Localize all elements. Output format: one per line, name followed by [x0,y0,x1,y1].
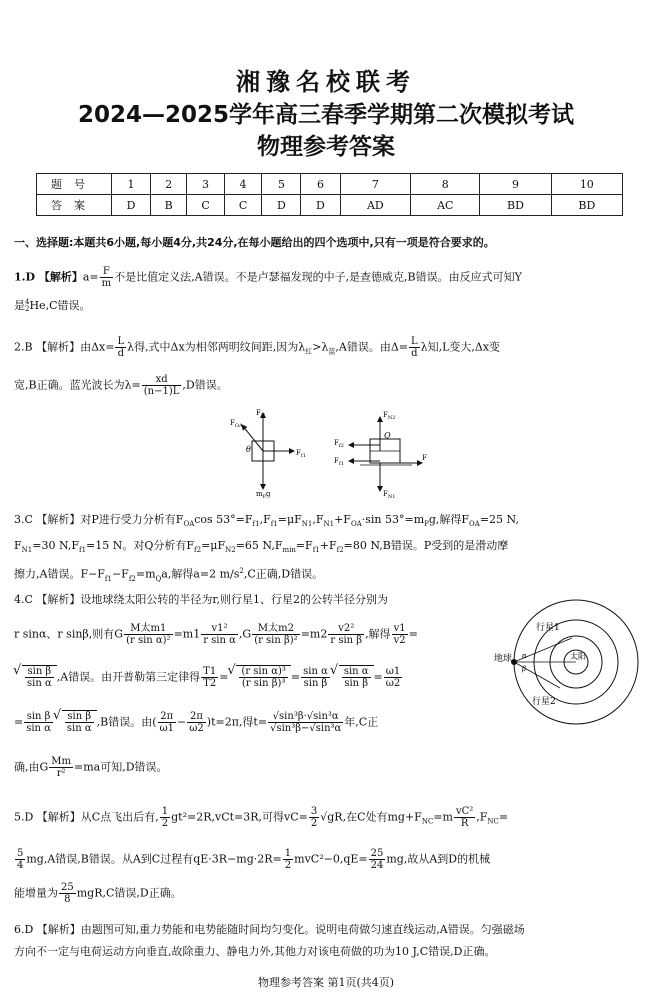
frac-numerator: v1² [201,623,238,635]
q4-text: 年,C正 [344,715,379,729]
q6-line2: 方向不一定与电荷运动方向垂直,故除重力、静电力外,其他力对该电荷做的功为10 J,C错误,D正确。 [14,945,496,958]
subscript: P [424,520,429,529]
q5-text: 能增量为 [14,886,58,900]
label-f: F [422,454,427,462]
frac-numerator: F [100,266,113,278]
frac-numerator: √ sin α [343,666,369,677]
q5-fraction [283,848,293,871]
frac-numerator: 1 [161,806,169,817]
exam-title: 2024—2025学年高三春季学期第二次模拟考试 [77,102,575,128]
subscript: Q [155,574,162,583]
answer-key-title: 物理参考答案 [257,134,395,160]
q5-line2 [14,848,490,871]
subscript: f2 [336,546,344,555]
subscript: OA [183,520,195,529]
frac-denominator: sin α [26,723,51,734]
q2-text: λ知,L变大,Δx变 [420,340,501,354]
atomic-number: 2 [25,305,30,313]
q3-text: =15 N。对Q分析有F [86,539,195,552]
frac-numerator: ω1 [385,666,401,677]
question-number: 8 [411,174,480,195]
q3-text: =65 N,F [235,539,283,552]
q2-fraction [409,336,420,359]
q5-text: 5.D 【解析】从C点飞出后有, [14,810,159,824]
frac-denominator: (r sin α)² [126,635,171,646]
q5-text: =m [433,810,453,824]
q4-text: =ma可知,D错误。 [74,760,168,774]
q3-text: +F [319,539,337,552]
q3-line3 [14,564,323,587]
question-number: 5 [262,174,301,195]
question-number: 6 [301,174,340,195]
subscript: 蓝 [328,347,336,356]
frac-denominator: sin α [27,678,52,689]
frac-denominator: (r sin β)³ [241,678,286,689]
answer-cell: AC [411,195,480,216]
subscript: OA [350,520,362,529]
q4-fraction [392,623,408,646]
subscript: N2 [225,546,236,555]
q3-text: =m [135,567,156,581]
q2-line1 [14,336,500,360]
q3-text: ·sin 53°=m [361,513,425,526]
q5-fraction [15,848,25,871]
subscript: f1 [252,520,260,529]
q4-text: = [14,715,24,729]
question-number: 9 [480,174,551,195]
frac-denominator: sin β [303,678,328,689]
subscript: f1 [312,546,320,555]
frac-numerator: v1 [393,623,406,634]
subscript: f1 [104,574,112,583]
frac-denominator: r sin β [330,635,363,646]
question-number: 10 [551,174,622,195]
subscript: f2 [194,546,202,555]
row-label: 答案 [37,195,112,216]
q3-line1 [14,512,519,532]
q2-text: ,D错误。 [182,378,228,392]
frac-denominator: 24 [370,860,384,871]
frac-numerator: L [411,336,418,347]
subscript: f1 [270,520,278,529]
q4-fraction [158,711,177,734]
frac-numerator: M太m1 [124,623,172,635]
q4-text: =m1 [173,627,201,641]
q4-text: r sinα、r sinβ,则有G [14,627,124,641]
q1-text: He,C错误。 [29,299,91,312]
label-ff1b: $F_{f1}$ [334,457,344,467]
frac-numerator: √ (r sin α)³ [241,666,286,677]
q4-text: = [219,670,229,684]
force-diagram [222,405,432,500]
superscript: 2 [239,567,244,575]
label-ff1: $F_{f1}$ [296,449,306,459]
frac-denominator: 8 [64,894,71,905]
subscript: N1 [301,520,313,529]
q3-text: F [14,539,22,552]
q4-text: ,解得 [365,627,391,641]
q2-text: >λ [312,340,329,354]
frac-numerator: 1 [284,848,292,859]
q4-text: 确,由G [14,760,49,774]
label-fn1: $F_{N1}$ [383,490,396,500]
label-planet2: 行星2 [532,697,556,707]
label-sun: 太阳 [570,652,586,661]
q5-fraction [454,806,475,829]
label-q: Q [384,431,391,440]
orbit-diagram [496,600,642,732]
q3-text: 擦力,A错误。F−F [14,567,105,581]
q4-line1: 4.C 【解析】设地球绕太阳公转的半径为r,则行星1、行星2的公转半径分别为 [14,593,388,606]
q4-fraction [201,623,238,646]
answer-cell: B [151,195,187,216]
frac-numerator: √ sin β [25,666,54,678]
subscript: NC [421,817,434,826]
q3-text: =F [295,539,313,552]
answer-table [36,173,623,216]
label-alpha: α [522,652,527,660]
q4-text: =m2 [300,627,328,641]
q5-fraction [59,882,76,905]
label-planet1: 行星1 [536,623,560,633]
q1-text: 不是比值定义法,A错误。不是卢瑟福发现的中子,是查德威克,B错误。由反应式可知Y [114,270,522,284]
q4-text: = [373,670,383,684]
frac-denominator: ω2 [385,678,401,689]
q3-text: =μF [277,513,302,526]
q3-text: a,解得a=2 m/s [161,567,240,581]
q3-text: cos 53°=F [194,513,253,526]
q2-text: λ得,式中Δx为相邻两明纹间距,因为λ [127,340,306,354]
q5-text: gt²=2R,vCt=3R,可得vC= [171,810,308,824]
answer-cell: C [187,195,225,216]
frac-numerator: v2² [328,623,364,635]
q1-fraction [100,266,113,289]
frac-numerator: √sin³β·√sin³α [268,711,343,723]
frac-denominator: ω1 [159,723,175,734]
mass-number: 4 [25,298,30,306]
q5-line3 [14,882,182,905]
frac-numerator: 25 [370,848,384,859]
q3-text: +F [334,513,351,526]
frac-numerator: sin α [303,666,328,677]
subscript: f1 [79,546,87,555]
q5-fraction [160,806,170,829]
q3-line2 [14,538,508,558]
q4-text: ,B错误。由( [96,715,157,729]
q4-fraction [342,666,371,689]
q4-sqrt [22,665,57,689]
q1-label: 1.D 【解析】 [14,270,83,284]
question-number: 4 [224,174,262,195]
q4-line5 [14,756,168,779]
question-number: 1 [112,174,151,195]
q3-text: ,F [312,513,324,526]
q4-text: ,A错误。由开普勒第三定律得 [56,670,201,684]
subscript: OA [469,520,480,529]
frac-denominator: v2 [393,635,406,646]
q4-text: − [177,715,187,729]
frac-denominator: (n−1)L [143,386,180,397]
frac-numerator: 25 [61,882,74,893]
q4-fraction [65,711,94,734]
question-number-row [37,174,623,195]
q3-text: =25 N, [479,513,519,526]
q4-fraction [25,666,54,689]
q2-text: 宽,B正确。蓝光波长为λ= [14,378,141,392]
frac-denominator: √sin³β−√sin³α [270,723,342,734]
frac-denominator: r² [56,768,66,779]
frac-numerator: L [117,336,125,347]
frac-numerator: 2π [187,711,206,723]
q3-text: =μF [201,539,226,552]
q5-fraction [309,806,319,829]
label-fn: $F_N$ [256,409,266,419]
label-mpg: $m_Pg$ [256,490,271,500]
frac-numerator: √ sin β [65,711,94,723]
q4-fraction [252,623,300,646]
frac-numerator: xd [142,374,182,386]
q2-text: 2.B 【解析】由Δx= [14,340,115,354]
q4-line3 [14,665,403,689]
q3-text: g,解得F [428,513,470,526]
q4-fraction [24,711,53,734]
frac-denominator: r sin α [203,635,236,646]
q5-text: = [498,810,509,824]
question-number: 3 [187,174,225,195]
q5-fraction [369,848,386,871]
q3-text: =30 N,F [32,539,79,552]
frac-denominator: d [117,348,124,359]
subscript: 红 [305,347,313,356]
frac-denominator: R [460,818,469,829]
q1-text: 是 [14,299,25,312]
subscript: N1 [323,520,335,529]
q4-fraction [328,623,364,646]
frac-denominator: sin β [344,678,369,689]
q2-fraction [115,336,126,359]
frac-denominator: m [101,278,112,289]
q1-text: a= [82,270,99,284]
q3-text: 3.C 【解析】对P进行受力分析有F [14,513,184,526]
label-theta: θ [246,445,251,454]
label-fn2: $F_{N2}$ [383,411,396,421]
frac-denominator: 2 [310,818,318,829]
q3-text: −F [111,567,129,581]
q1-line2 [14,298,90,313]
frac-denominator: d [411,348,418,359]
q2-line2 [14,374,228,397]
frac-denominator: T2 [203,678,217,689]
q5-text: ,F [476,810,488,824]
label-foa: $F_{OA}$ [230,419,243,429]
frac-numerator: M太m2 [252,623,300,635]
q4-fraction [268,711,343,734]
frac-denominator: 4 [17,860,24,871]
frac-numerator: Mm [51,756,72,767]
answer-cell: AD [340,195,411,216]
q4-fraction [124,623,172,646]
label-ff2: $F_{f2}$ [334,439,344,449]
q4-line2 [14,623,418,646]
frac-numerator: vC² [455,806,474,817]
q4-fraction [301,666,330,689]
frac-numerator: 5 [17,848,24,859]
q5-line1 [14,806,508,830]
q4-line4 [14,710,378,734]
q4-fraction [187,711,206,734]
q3-text: =80 N,B错误。P受到的是滑动摩 [343,539,509,552]
frac-denominator: ω2 [189,723,204,734]
question-number: 7 [340,174,411,195]
q2-text: ,A错误。由Δ= [335,340,408,354]
question-number: 2 [151,174,187,195]
q4-sqrt [62,710,97,734]
q4-text: ,G [238,627,252,641]
frac-denominator: 2 [284,860,292,871]
frac-numerator: sin β [24,711,53,723]
subscript: NC [487,817,499,826]
row-label: 题号 [37,174,112,195]
frac-numerator: T1 [203,666,217,677]
q5-text: mvC²−0,qE= [294,852,368,866]
q4-text: = [408,627,418,641]
frac-numerator: 3 [310,806,318,817]
q5-text: mg,A错误,B错误。从A到C过程有qE·3R−mg·2R= [26,852,282,866]
section-heading: 一、选择题:本题共6小题,每小题4分,共24分,在每小题给出的四个选项中,只有一项是符合要求的。 [14,236,495,249]
q5-text: mgR,C错误,D正确。 [76,886,182,900]
q4-sqrt [339,665,374,689]
answer-cell: BD [551,195,622,216]
page-footer: 物理参考答案 第1页(共4页) [257,976,395,989]
answer-row [37,195,623,216]
q4-fraction [384,666,403,689]
answer-cell: D [112,195,151,216]
answer-cell: D [301,195,340,216]
answer-cell: D [262,195,301,216]
frac-denominator: 2 [161,818,169,829]
answer-cell: C [224,195,262,216]
frac-denominator: sin α [66,723,92,734]
subscript: f2 [128,574,136,583]
q4-fraction [239,666,287,689]
frac-denominator: (r sin β)² [254,635,298,646]
frac-numerator: 2π [158,711,177,723]
subscript: min [282,546,296,555]
q4-text: = [290,670,301,684]
q4-fraction [49,756,73,779]
q4-fraction [201,666,218,689]
q4-text: )t=2π,得t= [206,715,268,729]
q5-text: mg,故从A到D的机械 [386,852,491,866]
q5-text: √gR,在C处有mg+F [320,810,422,824]
answer-cell: BD [480,195,551,216]
q3-text: ,F [259,513,271,526]
q2-fraction [142,374,182,397]
exam-series-title: 湘豫名校联考 [236,68,416,96]
q4-sqrt [236,665,290,689]
subscript: N1 [21,546,33,555]
label-earth: 地球 [494,654,513,664]
q3-text: ,C正确,D错误。 [243,567,324,581]
q1-line1 [14,266,522,289]
label-beta: β [522,665,527,673]
q6-line1: 6.D 【解析】由题图可知,重力势能和电势能随时间均匀变化。说明电荷做匀速直线运动,A错误。匀强磁场 [14,923,525,936]
